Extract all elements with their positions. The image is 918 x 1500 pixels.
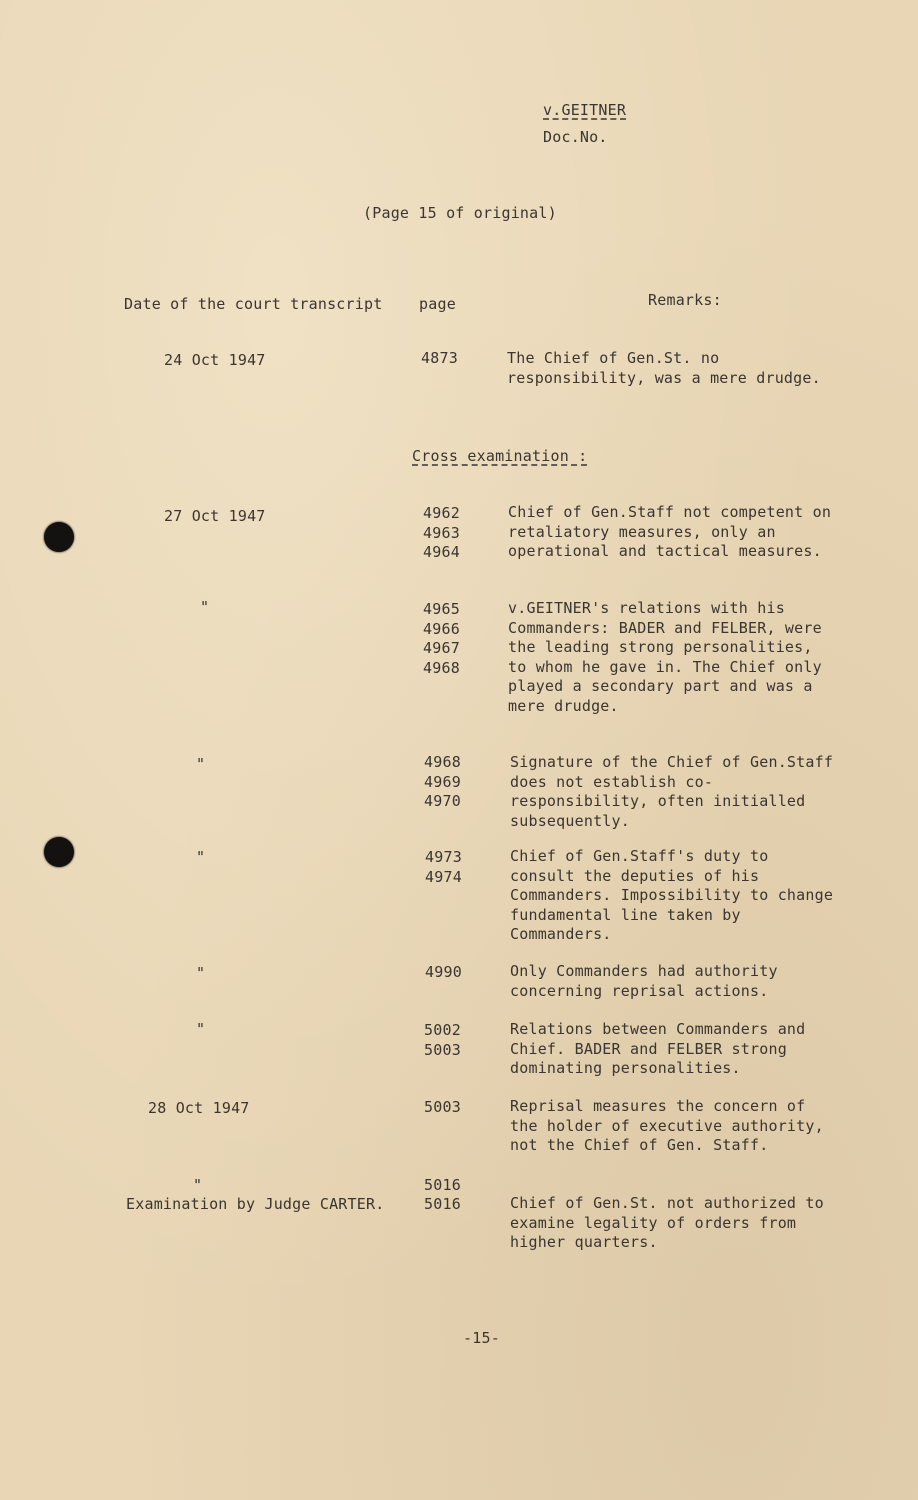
entry-pages: 4973 4974 [425, 848, 462, 886]
entry-remark: Chief of Gen.Staff not competent on retaliatory measures, only an operational and tactical measures. [508, 503, 832, 560]
entry-pages: 5003 [424, 1098, 461, 1116]
entry-date: 28 Oct 1947 [148, 1099, 250, 1117]
entry-pages: 4965 4966 4967 4968 [423, 600, 460, 677]
entry-pages: 4990 [425, 963, 462, 981]
entry-date: Examination by Judge CARTER. [126, 1195, 385, 1213]
entry-pages: 5016 [424, 1176, 461, 1194]
entry-pages: 4962 4963 4964 [423, 504, 460, 561]
punch-hole-top [44, 522, 74, 552]
column-header-remarks: Remarks: [648, 291, 722, 309]
entry-remark: Chief of Gen.Staff's duty to consult the deputies of his Commanders. Impossibility to change fundamental line taken by Commanders. [510, 847, 834, 943]
entry-pages: 5016 [424, 1195, 461, 1213]
entry-pages: 4968 4969 4970 [424, 753, 461, 810]
column-header-page: page [419, 295, 456, 313]
column-header-date: Date of the court transcript [124, 295, 383, 313]
section-title-cross-examination: Cross examination : [412, 447, 588, 465]
entry-date: " [196, 755, 206, 773]
entry-remark: Chief of Gen.St. not authorized to examine legality of orders from higher quarters. [510, 1194, 824, 1251]
doc-number: Doc.No. [543, 128, 608, 146]
entry-remark: Relations between Commanders and Chief. BADER and FELBER strong dominating personalities. [510, 1020, 806, 1077]
entry-date: " [196, 964, 206, 982]
entry-remark: The Chief of Gen.St. no responsibility, was a mere drudge. [507, 349, 821, 387]
entry-date: " [200, 598, 210, 616]
entry-date: " [196, 1020, 206, 1038]
entry-date: 24 Oct 1947 [164, 351, 266, 369]
punch-hole-bottom [44, 837, 74, 867]
entry-date: " [193, 1176, 203, 1194]
entry-remark: v.GEITNER's relations with his Commanders: BADER and FELBER, were the leading strong personalities, to whom he gave in. The Chief only played a secondary part and was a mere drudge. [508, 599, 822, 715]
entry-pages: 5002 5003 [424, 1021, 461, 1059]
entry-date: " [196, 848, 206, 866]
entry-pages: 4873 [421, 349, 458, 367]
entry-remark: Signature of the Chief of Gen.Staff does not establish co-responsibility, often initialled subsequently. [510, 753, 834, 830]
entry-remark: Reprisal measures the concern of the holder of executive authority, not the Chief of Gen. Staff. [510, 1097, 824, 1154]
entry-date: 27 Oct 1947 [164, 507, 266, 525]
page-of-original: (Page 15 of original) [363, 204, 557, 222]
entry-remark: Only Commanders had authority concerning reprisal actions. [510, 962, 778, 1000]
page-number: -15- [463, 1329, 500, 1347]
defendant-name: v.GEITNER [543, 101, 627, 119]
